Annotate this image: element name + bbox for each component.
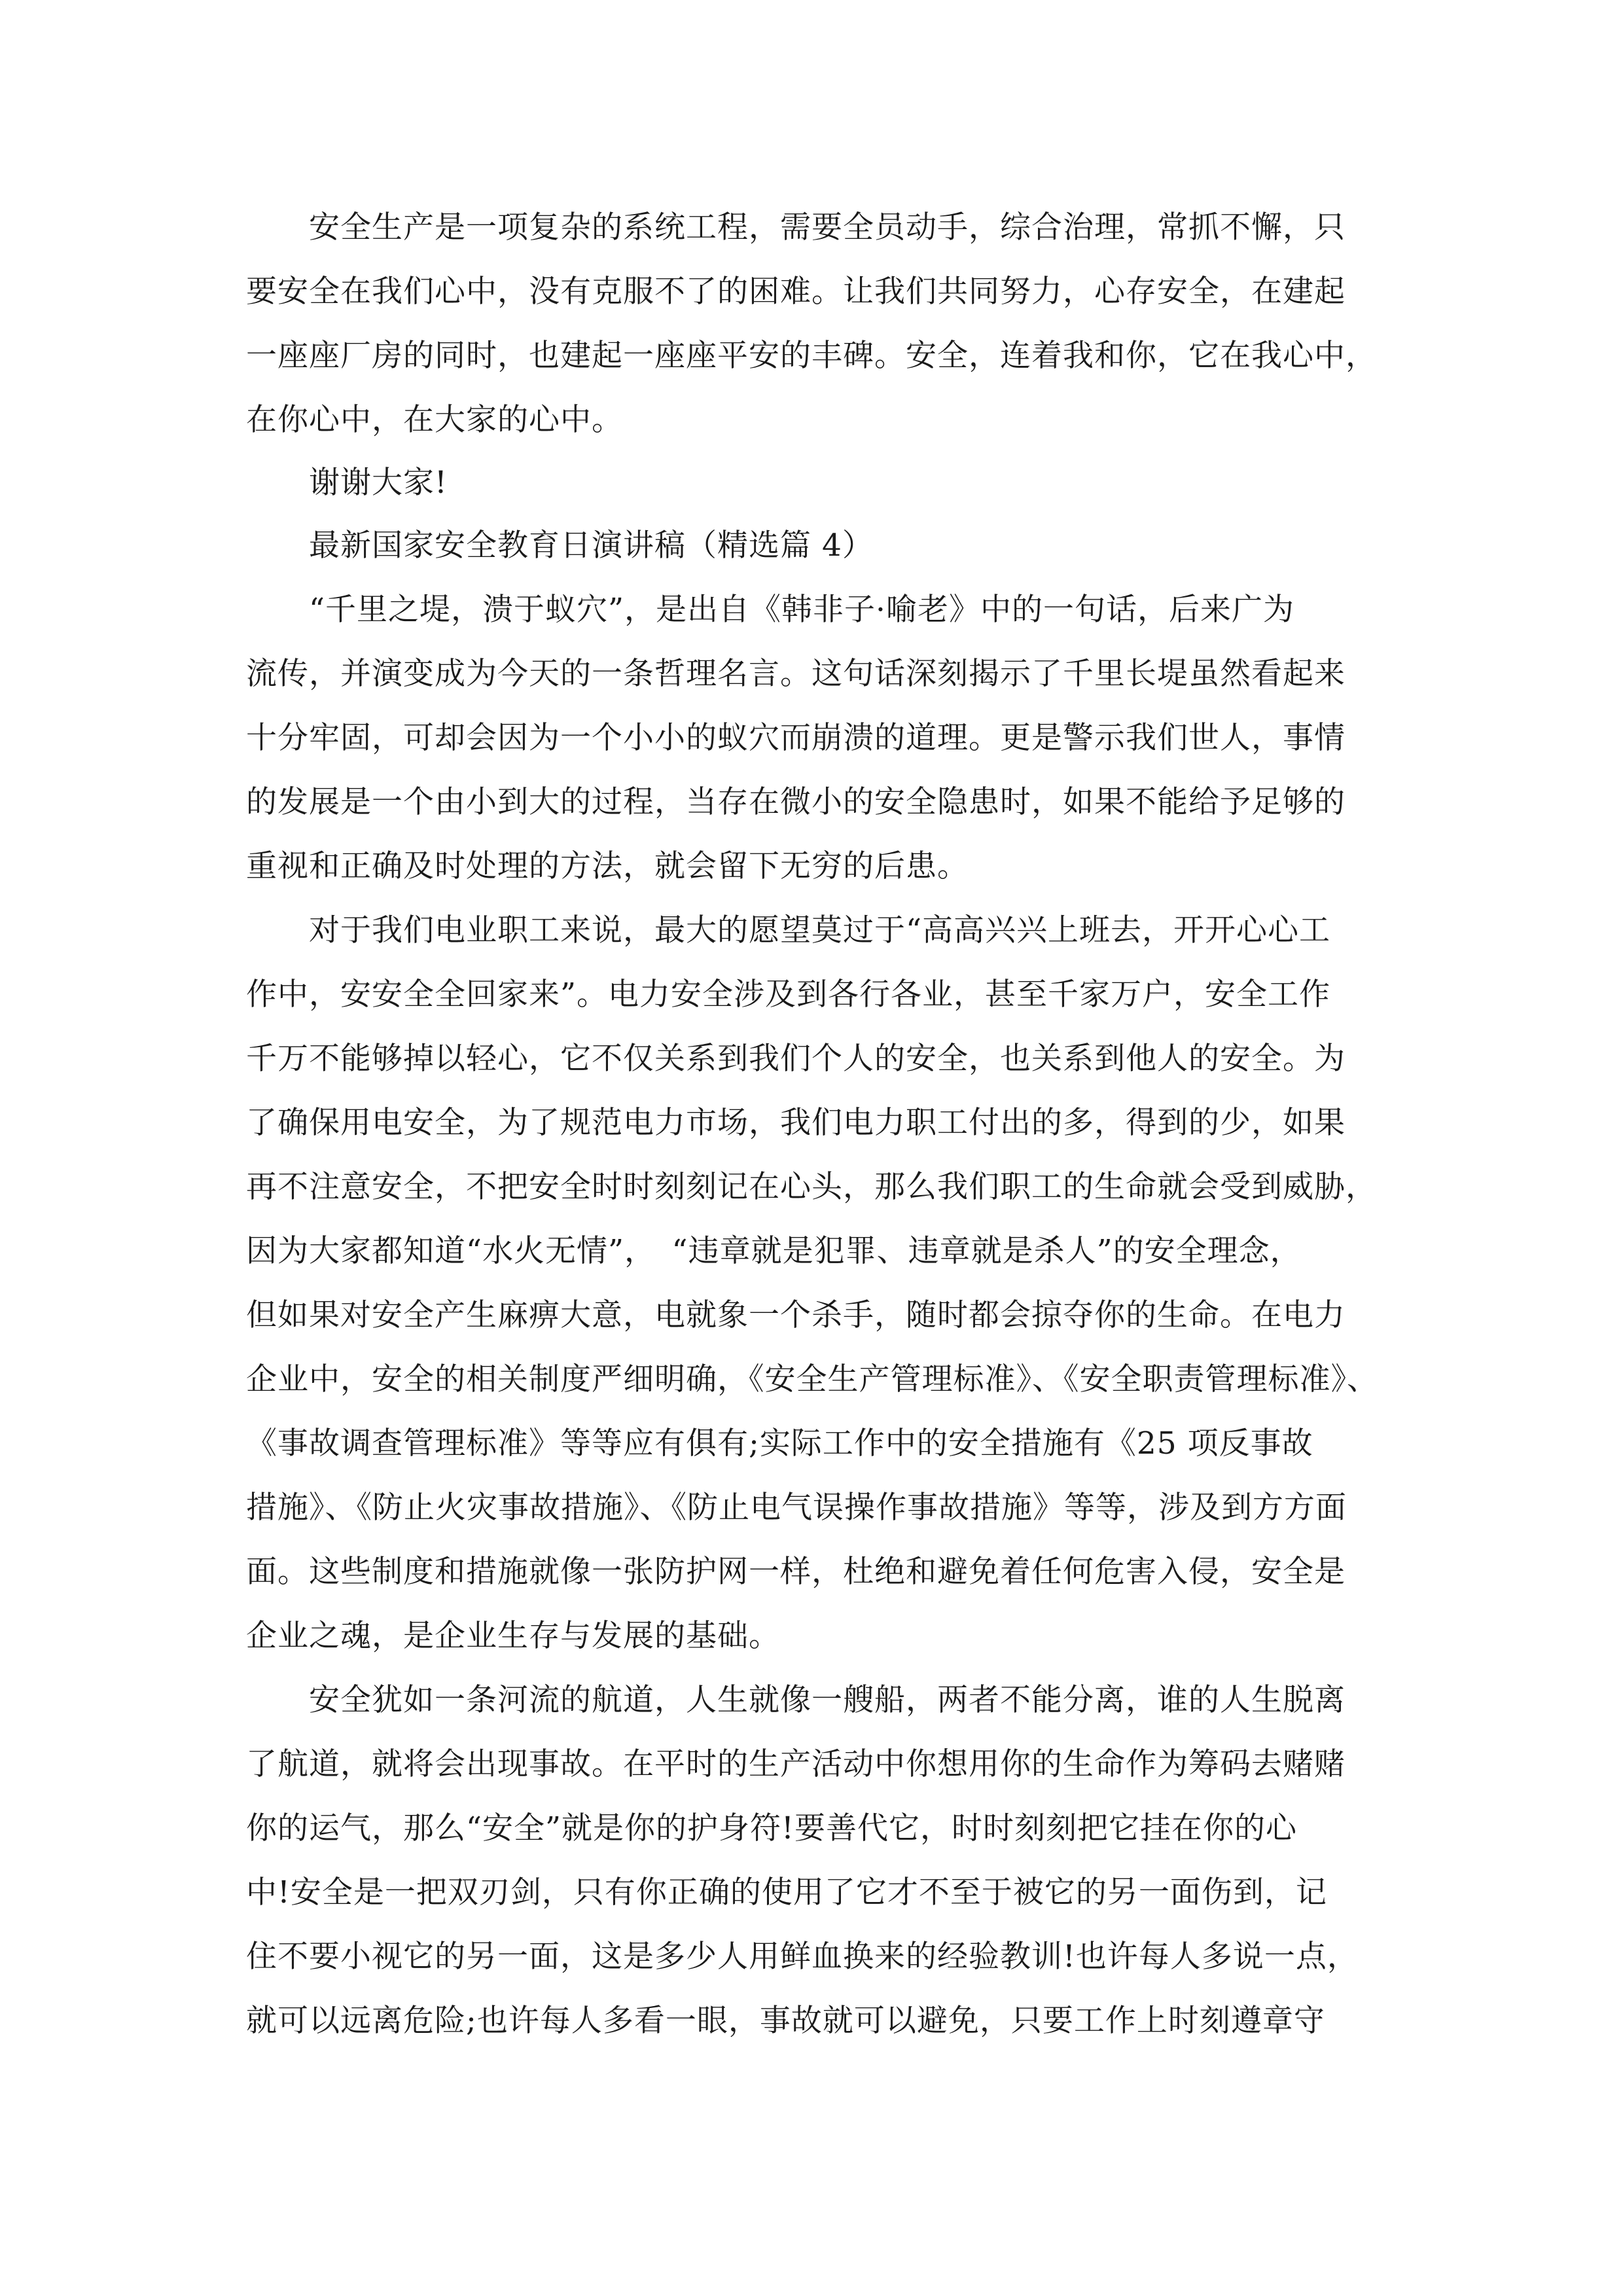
text-line: 就可以远离危险;也许每人多看一眼，事故就可以避免，只要工作上时刻遵章守 (246, 2003, 1325, 2039)
text-line: 的发展是一个由小到大的过程，当存在微小的安全隐患时，如果不能给予足够的 (246, 784, 1346, 820)
text-line: 安全生产是一项复杂的系统工程，需要全员动手，综合治理，常抓不懈，只 (246, 209, 1346, 245)
text-line: 对于我们电业职工来说，最大的愿望莫过于“高高兴兴上班去，开开心心工 (246, 912, 1331, 948)
text-line: 谢谢大家! (246, 465, 448, 501)
text-line: 中!安全是一把双刃剑，只有你正确的使用了它才不至于被它的另一面伤到，记 (246, 1874, 1327, 1910)
text-line: 重视和正确及时处理的方法，就会留下无穷的后患。 (246, 848, 969, 884)
text-line: 在你心中，在大家的心中。 (246, 402, 623, 438)
text-line: 你的运气，那么“安全”就是你的护身符!要善代它，时时刻刻把它挂在你的心 (246, 1810, 1297, 1846)
section-heading: 最新国家安全教育日演讲稿（精选篇 4） (246, 528, 874, 564)
text-line: 住不要小视它的另一面，这是多少人用鲜血换来的经验教训!也许每人多说一点， (246, 1939, 1359, 1975)
text-line: 面。这些制度和措施就像一张防护网一样，杜绝和避免着任何危害入侵，安全是 (246, 1554, 1346, 1590)
text-line: 再不注意安全，不把安全时时刻刻记在心头，那么我们职工的生命就会受到威胁， (246, 1169, 1377, 1205)
text-line: 要安全在我们心中，没有克服不了的困难。让我们共同努力，心存安全，在建起 (246, 274, 1346, 310)
text-line: 了确保用电安全，为了规范电力市场，我们电力职工付出的多，得到的少，如果 (246, 1105, 1346, 1141)
text-line: 一座座厂房的同时，也建起一座座平安的丰碑。安全，连着我和你，它在我心中， (246, 338, 1377, 374)
text-line: 措施》、《防止火灾事故措施》、《防止电气误操作事故措施》等等，涉及到方方面 (246, 1490, 1347, 1526)
text-line: 千万不能够掉以轻心，它不仅关系到我们个人的安全，也关系到他人的安全。为 (246, 1041, 1346, 1077)
text-line: 企业之魂，是企业生存与发展的基础。 (246, 1618, 780, 1654)
text-line: 但如果对安全产生麻痹大意，电就象一个杀手，随时都会掠夺你的生命。在电力 (246, 1297, 1346, 1333)
text-line: 《事故调查管理标准》等等应有俱有;实际工作中的安全措施有《25 项反事故 (246, 1426, 1313, 1462)
text-line: 作中，安安全全回家来”。电力安全涉及到各行各业，甚至千家万户，安全工作 (246, 977, 1331, 1013)
text-line: 安全犹如一条河流的航道，人生就像一艘船，两者不能分离，谁的人生脱离 (246, 1682, 1346, 1718)
text-line: 了航道，就将会出现事故。在平时的生产活动中你想用你的生命作为筹码去赌赌 (246, 1746, 1346, 1782)
text-line: “千里之堤，溃于蚁穴”，是出自《韩非子·喻老》中的一句话，后来广为 (246, 592, 1294, 628)
text-line: 企业中，安全的相关制度严细明确，《安全生产管理标准》、《安全职责管理标准》、 (246, 1361, 1378, 1397)
text-line: 因为大家都知道“水火无情”， “违章就是犯罪、违章就是杀人”的安全理念， (246, 1233, 1302, 1269)
text-line: 流传，并演变成为今天的一条哲理名言。这句话深刻揭示了千里长堤虽然看起来 (246, 656, 1346, 692)
text-line: 十分牢固，可却会因为一个小小的蚁穴而崩溃的道理。更是警示我们世人，事情 (246, 720, 1346, 756)
